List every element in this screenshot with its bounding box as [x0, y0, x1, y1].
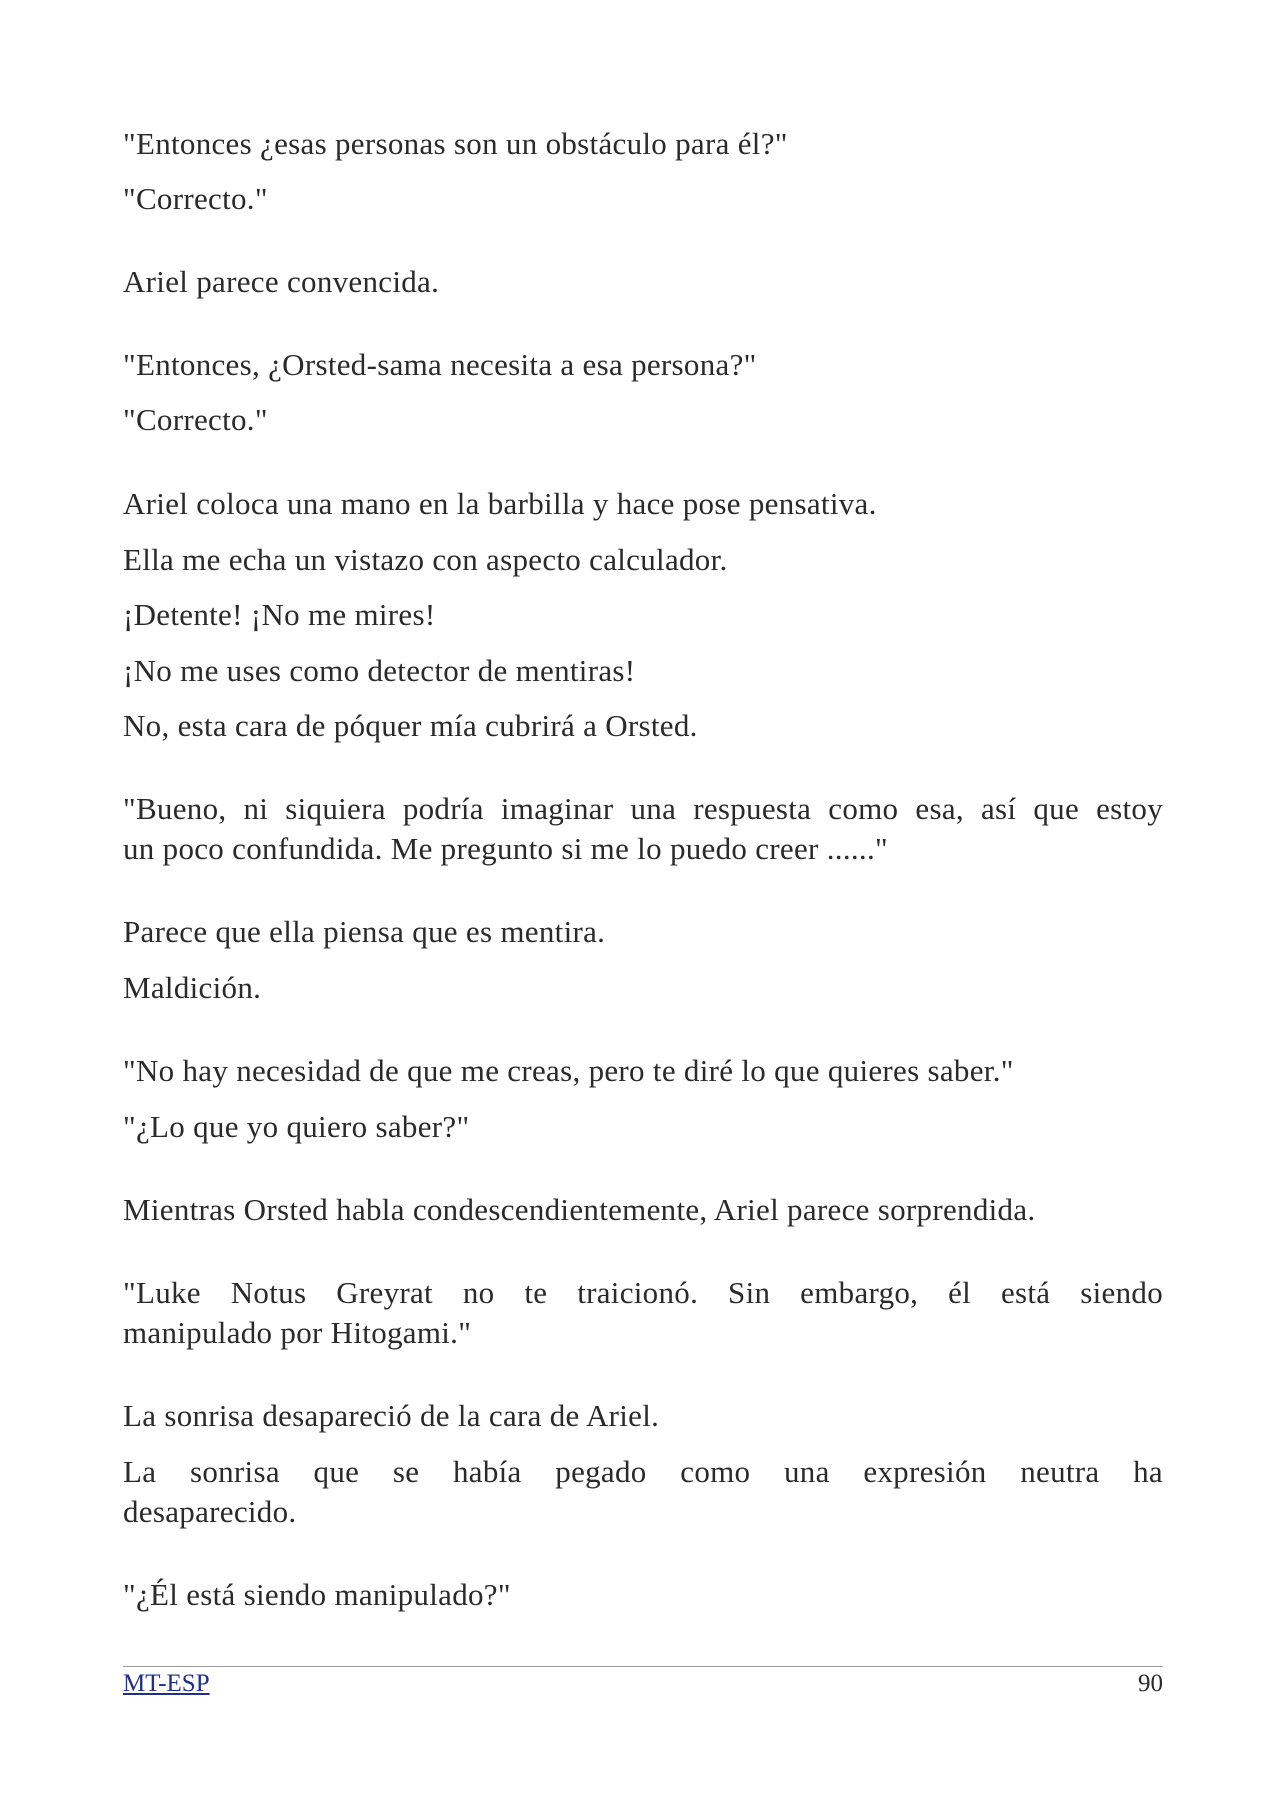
text-line: Mientras Orsted habla condescendientemente, Ariel parece sorprendida. [123, 1192, 1036, 1227]
text-line: "Correcto." [123, 402, 268, 437]
text-line: Ella me echa un vistazo con aspecto calculador. [123, 542, 728, 577]
text-line: No, esta cara de póquer mía cubrirá a Orsted. [123, 708, 698, 743]
text-line: Parece que ella piensa que es mentira. [123, 914, 606, 949]
text-line: "No hay necesidad de que me creas, pero te diré lo que quieres saber." [123, 1053, 1014, 1088]
text-line: Ariel parece convencida. [123, 264, 440, 299]
text-line: Maldición. [123, 970, 262, 1005]
text-line: desaparecido. [123, 1494, 297, 1529]
footer-link[interactable]: MT-ESP [123, 1670, 210, 1697]
text-line: un poco confundida. Me pregunto si me lo puedo creer ......" [123, 831, 888, 866]
text-line: ¡No me uses como detector de mentiras! [123, 653, 636, 688]
text-line: manipulado por Hitogami." [123, 1315, 472, 1350]
text-line: "¿Lo que yo quiero saber?" [123, 1109, 470, 1144]
text-line: "Bueno, ni siquiera podría imaginar una respuesta como esa, así que estoy [123, 791, 1163, 826]
text-line: "Entonces ¿esas personas son un obstáculo para él?" [123, 126, 788, 161]
page-number: 90 [1138, 1670, 1163, 1697]
text-line: "¿Él está siendo manipulado?" [123, 1577, 511, 1612]
footer-divider [123, 1666, 1163, 1667]
text-line: "Entonces, ¿Orsted-sama necesita a esa persona?" [123, 347, 757, 382]
text-line: "Luke Notus Greyrat no te traicionó. Sin embargo, él está siendo [123, 1275, 1163, 1310]
text-line: "Correcto." [123, 181, 268, 216]
text-line: ¡Detente! ¡No me mires! [123, 597, 436, 632]
text-line: Ariel coloca una mano en la barbilla y hace pose pensativa. [123, 486, 877, 521]
text-line: La sonrisa desapareció de la cara de Ariel. [123, 1398, 660, 1433]
text-line: La sonrisa que se había pegado como una expresión neutra ha [123, 1454, 1163, 1489]
